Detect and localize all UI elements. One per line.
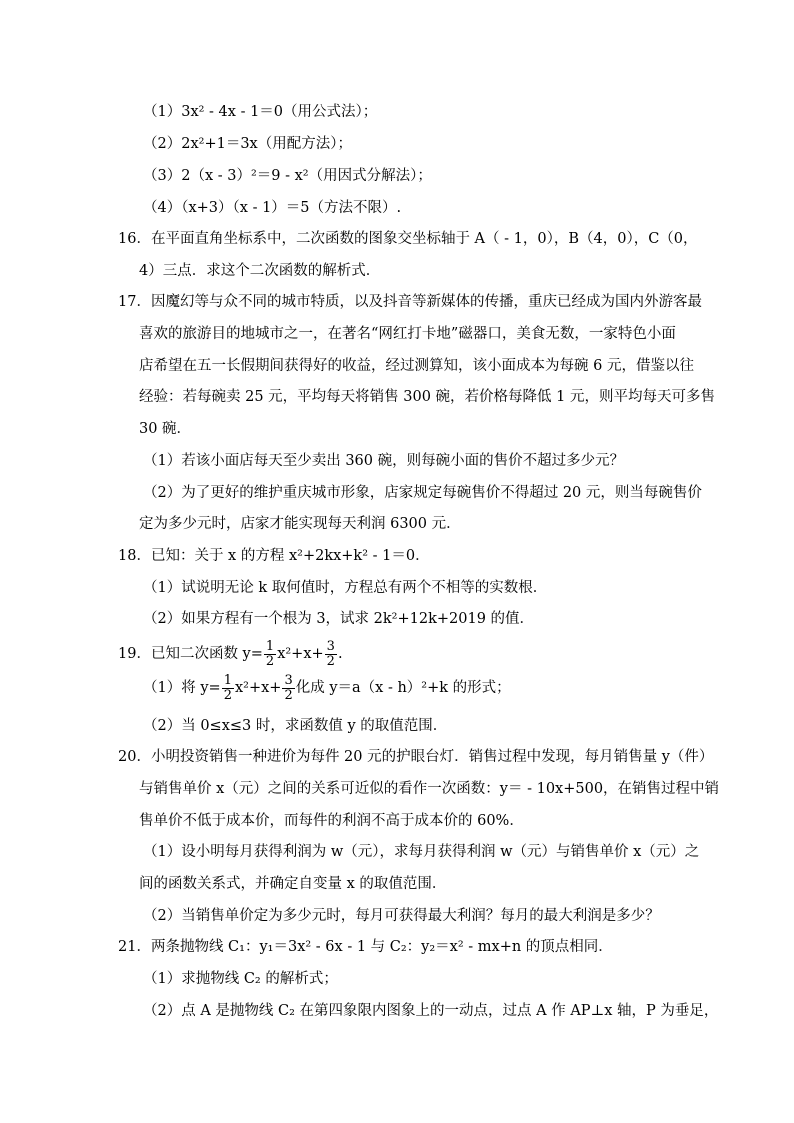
q21-part2: （2）点 A 是抛物线 C₂ 在第四象限内图象上的一动点，过点 A 作 AP⊥x 轴，P 为垂足，: [143, 1003, 719, 1019]
q20-part2: （2）当销售单价定为多少元时，每月可获得最大利润？每月的最大利润是多少？: [143, 908, 660, 924]
q21-text: 21．两条抛物线 C₁：y₁＝3x² - 6x - 1 与 C₂：y₂＝x² - mx+n 的顶点相同．: [118, 939, 613, 955]
q19-suffix: .: [337, 646, 343, 662]
q19-part1-suffix: 化成 y＝a（x - h）²+k 的形式；: [295, 680, 511, 696]
q18-text: 18．已知：关于 x 的方程 x²+2kx+k² - 1＝0．: [118, 548, 430, 564]
q18-part2: （2）如果方程有一个根为 3，试求 2k²+12k+2019 的值．: [143, 611, 535, 627]
q20-text-line2: 与销售单价 x（元）之间的关系可近似的看作一次函数：y＝ - 10x+500，在销售过程中销: [139, 781, 720, 797]
q15-part3: （3）2（x - 3）²＝9 - x²（用因式分解法）；: [143, 168, 432, 184]
q17-part2-line2: 定为多少元时，店家才能实现每天利润 6300 元．: [139, 516, 461, 532]
q20-text-line1: 20．小明投资销售一种进价为每件 20 元的护眼台灯．销售过程中发现，每月销售量 y（件）: [118, 749, 714, 765]
q21-part1: （1）求抛物线 C₂ 的解析式；: [143, 971, 338, 987]
q19-part1-fraction-one-half: [222, 674, 234, 703]
q15-part1: （1）3x² - 4x - 1＝0（用公式法）；: [143, 104, 378, 120]
q19-part1-fraction-three-halves: [282, 674, 294, 703]
q19-part1: [143, 669, 511, 707]
fraction-numerator: 1: [265, 638, 275, 654]
q17-text-line1: 17．因魔幻等与众不同的城市特质，以及抖音等新媒体的传播，重庆已经成为国内外游客最: [118, 294, 702, 310]
q19-part1-prefix: （1）将 y=: [143, 680, 221, 696]
q19-prefix: 19．已知二次函数 y=: [118, 646, 263, 662]
q15-part2: （2）2x²+1＝3x（用配方法）；: [143, 136, 352, 152]
q20-text-line3: 售单价不低于成本价，而每件的利润不高于成本价的 60%．: [139, 813, 524, 829]
fraction-numerator: 3: [326, 638, 335, 654]
q17-text-line5: 30 碗．: [139, 421, 192, 437]
fraction-denominator: 2: [265, 653, 275, 669]
q19-text: [118, 635, 343, 673]
fraction-denominator: 2: [326, 653, 335, 669]
fraction-denominator: 2: [284, 687, 293, 703]
q17-part1: （1）若该小面店每天至少卖出 360 碗，则每碗小面的售价不超过多少元？: [143, 453, 625, 469]
fraction-numerator: 3: [284, 672, 293, 688]
q19-part2: （2）当 0≤x≤3 时，求函数值 y 的取值范围．: [143, 718, 448, 734]
q17-text-line4: 经验：若每碗卖 25 元，平均每天将销售 300 碗，若价格每降低 1 元，则平均每天可多售: [139, 389, 716, 405]
q19-fraction-one-half: [264, 640, 276, 669]
q16-text-line1: 16．在平面直角坐标系中，二次函数的图象交坐标轴于 A（ - 1，0），B（4，0），C（0，: [118, 231, 698, 247]
q17-text-line2: 喜欢的旅游目的地城市之一，在著名“网红打卡地”磁器口，美食无数，一家特色小面: [139, 326, 676, 342]
fraction-denominator: 2: [223, 687, 232, 703]
q17-part2-line1: （2）为了更好的维护重庆城市形象，店家规定每碗售价不得超过 20 元，则当每碗售价: [143, 485, 702, 501]
q16-text-line2: 4）三点．求这个二次函数的解析式．: [139, 263, 381, 279]
q19-part1-mid: x²+x+: [234, 680, 282, 696]
q19-mid: x²+x+: [277, 646, 324, 662]
q18-part1: （1）试说明无论 k 取何值时，方程总有两个不相等的实数根．: [143, 580, 548, 596]
q17-text-line3: 店希望在五一长假期间获得好的收益，经过测算知，该小面成本为每碗 6 元，借鉴以往: [139, 358, 694, 374]
q20-part1-line2: 间的函数关系式，并确定自变量 x 的取值范围．: [139, 876, 447, 892]
q19-fraction-three-halves: [325, 640, 337, 669]
fraction-numerator: 1: [223, 672, 232, 688]
q15-part4: （4）（x+3）（x - 1）＝5（方法不限）.: [143, 200, 402, 216]
q20-part1-line1: （1）设小明每月获得利润为 w（元），求每月获得利润 w（元）与销售单价 x（元）之: [143, 844, 700, 860]
